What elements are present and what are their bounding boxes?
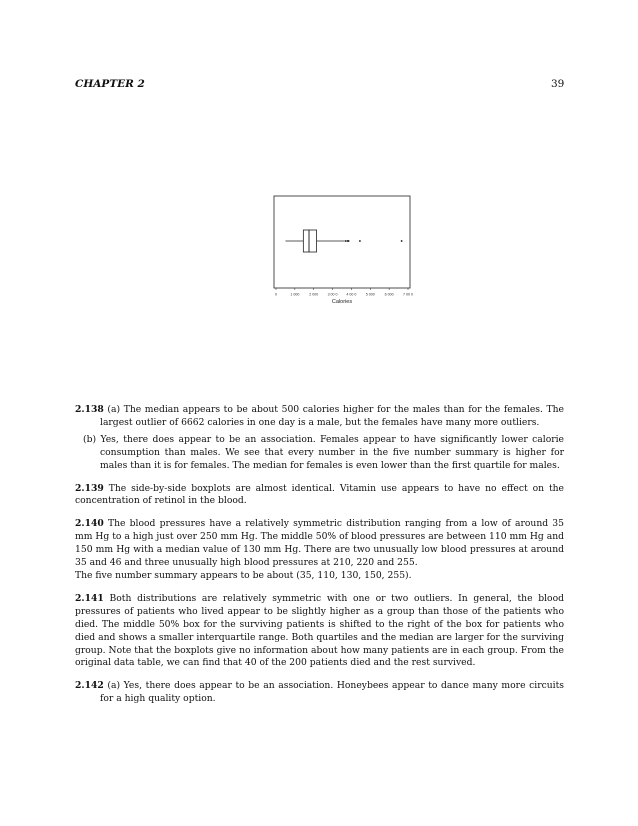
solution-2-138: [75, 404, 564, 473]
problem-number: 2.138: [75, 404, 104, 415]
x-tick-label: 1 000: [290, 292, 300, 297]
outlier-point: [359, 240, 361, 242]
outlier-point: [345, 240, 347, 242]
solution-2-140: [75, 518, 564, 583]
part-a-text: (a) Yes, there does appear to be an association. Honeybees appear to dance many more circuits for a high quality option.: [100, 680, 565, 705]
solution-2-139: [75, 483, 564, 509]
outlier-point: [348, 240, 350, 242]
box-lower: [303, 230, 309, 252]
problem-number: 2.141: [75, 592, 104, 604]
x-tick-label: 0: [275, 292, 277, 297]
x-tick-label: 3 00 0: [327, 292, 338, 297]
x-tick-label: 5 000: [365, 292, 375, 297]
solution-text: The side-by-side boxplots are almost identical. Vitamin use appears to have no effect on the concentration of retinol in the blood.: [75, 482, 564, 507]
solution-text: Both distributions are relatively symmetric with one or two outliers. In general, the blood pressures of patients who lived appear to be slightly higher as a group than those of the patients who died. The middle 50% box for the surviving patients is shifted to the right of the box for patients who died and shows a smaller interquartile range. Both quartiles and the median are larger for the surviving group. Note that the boxplots give no information about how many patients are in each group. From the original data table, we can find that 40 of the 200 patients died and the rest survived.: [75, 592, 564, 669]
outlier-point: [401, 240, 403, 242]
plot-frame: [274, 196, 410, 288]
x-tick-label: 7 00 0: [403, 292, 413, 297]
problem-number: 2.140: [75, 518, 104, 530]
solutions-text: [75, 404, 564, 716]
page-number: 39: [551, 78, 565, 90]
solution-2-141: [75, 593, 564, 670]
boxplot-chart: [268, 193, 418, 308]
solution-2-142: [75, 680, 564, 706]
x-tick-label: 2 000: [309, 292, 319, 297]
box-upper: [309, 230, 317, 252]
five-number-summary: The five number summary appears to be about (35, 110, 130, 150, 255).: [75, 569, 412, 581]
x-tick-label: 6 000: [384, 292, 394, 297]
problem-number: 2.139: [75, 482, 104, 494]
chapter-header: CHAPTER 2: [75, 78, 145, 90]
problem-number: 2.142: [75, 680, 104, 692]
x-tick-label: 4 00 0: [346, 292, 357, 297]
boxplot-figure: [268, 193, 418, 308]
solution-text: The blood pressures have a relatively symmetric distribution ranging from a low of around 35 mm Hg to a high just over 250 mm Hg. The middle 50% of blood pressures are between 110 mm Hg and 150 mm Hg with a median value of 130 mm Hg. There are two unusually low blood pressures at around 35 and 46 and three unusually high blood pressures at 210, 220 and 255.: [75, 518, 564, 569]
part-a-text: (a) The median appears to be about 500 calories higher for the males than for the females. The largest outlier of 6662 calories in one day is a male, but the females have many more outliers.: [100, 404, 564, 428]
x-axis-label: Calories: [331, 299, 353, 305]
part-b-text: (b) Yes, there does appear to be an association. Females appear to have significantly lower calorie consumption than males. We see that every number in the five number summary is higher for males than it is for females. The median for females is even lower than the first quartile for males.: [83, 433, 564, 471]
